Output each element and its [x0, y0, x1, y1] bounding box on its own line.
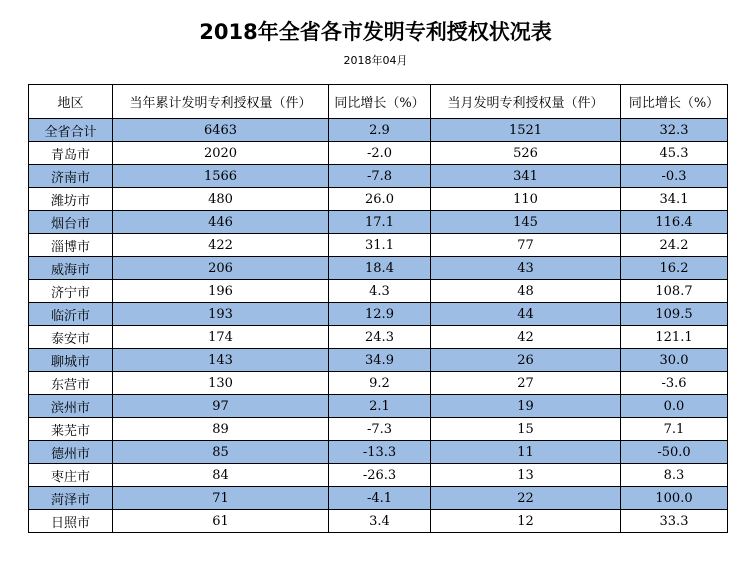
table-row — [29, 119, 728, 142]
cell-ytd-grants: 71 — [113, 487, 329, 510]
cell-region: 聊城市 — [29, 349, 113, 372]
cell-month-grants: 26 — [431, 349, 621, 372]
cell-month-grants: 12 — [431, 510, 621, 533]
cell-ytd-growth: -7.8 — [329, 165, 431, 188]
cell-ytd-growth: 26.0 — [329, 188, 431, 211]
cell-month-growth: 34.1 — [621, 188, 728, 211]
header-row — [29, 85, 728, 119]
cell-month-grants: 110 — [431, 188, 621, 211]
cell-ytd-growth: 24.3 — [329, 326, 431, 349]
page-title: 2018年全省各市发明专利授权状况表 — [199, 20, 552, 44]
cell-month-growth: 30.0 — [621, 349, 728, 372]
cell-ytd-grants: 84 — [113, 464, 329, 487]
table-row — [29, 372, 728, 395]
cell-month-growth: 116.4 — [621, 211, 728, 234]
cell-ytd-grants: 61 — [113, 510, 329, 533]
table-row — [29, 211, 728, 234]
cell-ytd-grants: 89 — [113, 418, 329, 441]
cell-region: 德州市 — [29, 441, 113, 464]
cell-month-grants: 341 — [431, 165, 621, 188]
cell-region: 莱芜市 — [29, 418, 113, 441]
cell-ytd-grants: 206 — [113, 257, 329, 280]
cell-month-grants: 42 — [431, 326, 621, 349]
cell-month-growth: 16.2 — [621, 257, 728, 280]
cell-ytd-grants: 446 — [113, 211, 329, 234]
cell-region: 泰安市 — [29, 326, 113, 349]
cell-month-grants: 13 — [431, 464, 621, 487]
column-header: 同比增长（%） — [329, 85, 431, 119]
cell-ytd-grants: 130 — [113, 372, 329, 395]
table-row — [29, 165, 728, 188]
table-row — [29, 303, 728, 326]
table-row — [29, 280, 728, 303]
cell-month-growth: 24.2 — [621, 234, 728, 257]
cell-ytd-grants: 2020 — [113, 142, 329, 165]
cell-ytd-growth: 17.1 — [329, 211, 431, 234]
cell-ytd-grants: 143 — [113, 349, 329, 372]
cell-ytd-growth: 18.4 — [329, 257, 431, 280]
table-row — [29, 510, 728, 533]
cell-month-grants: 22 — [431, 487, 621, 510]
column-header: 地区 — [29, 85, 113, 119]
cell-region: 全省合计 — [29, 119, 113, 142]
cell-month-grants: 526 — [431, 142, 621, 165]
cell-ytd-growth: 4.3 — [329, 280, 431, 303]
cell-ytd-grants: 196 — [113, 280, 329, 303]
table-row — [29, 188, 728, 211]
table-row — [29, 418, 728, 441]
cell-region: 菏泽市 — [29, 487, 113, 510]
cell-month-grants: 27 — [431, 372, 621, 395]
cell-ytd-growth: -2.0 — [329, 142, 431, 165]
cell-ytd-grants: 1566 — [113, 165, 329, 188]
table-row — [29, 326, 728, 349]
cell-month-grants: 44 — [431, 303, 621, 326]
cell-month-growth: -50.0 — [621, 441, 728, 464]
cell-month-grants: 48 — [431, 280, 621, 303]
cell-ytd-growth: 34.9 — [329, 349, 431, 372]
cell-month-growth: 0.0 — [621, 395, 728, 418]
table-body — [29, 119, 728, 533]
cell-region: 滨州市 — [29, 395, 113, 418]
table-row — [29, 349, 728, 372]
table-row — [29, 257, 728, 280]
table-row — [29, 395, 728, 418]
cell-ytd-growth: 9.2 — [329, 372, 431, 395]
cell-ytd-growth: 2.9 — [329, 119, 431, 142]
patent-table — [28, 84, 728, 533]
cell-ytd-grants: 97 — [113, 395, 329, 418]
cell-month-grants: 77 — [431, 234, 621, 257]
page-subtitle: 2018年04月 — [343, 54, 408, 67]
cell-month-growth: -0.3 — [621, 165, 728, 188]
cell-region: 临沂市 — [29, 303, 113, 326]
cell-ytd-grants: 480 — [113, 188, 329, 211]
cell-month-growth: 8.3 — [621, 464, 728, 487]
cell-month-growth: 7.1 — [621, 418, 728, 441]
table-row — [29, 234, 728, 257]
table-row — [29, 441, 728, 464]
table-row — [29, 464, 728, 487]
cell-ytd-growth: 12.9 — [329, 303, 431, 326]
table-row — [29, 487, 728, 510]
cell-month-growth: 32.3 — [621, 119, 728, 142]
cell-month-growth: 109.5 — [621, 303, 728, 326]
cell-ytd-growth: -26.3 — [329, 464, 431, 487]
cell-region: 淄博市 — [29, 234, 113, 257]
cell-month-growth: 33.3 — [621, 510, 728, 533]
column-header: 当月发明专利授权量（件） — [431, 85, 621, 119]
column-header: 当年累计发明专利授权量（件） — [113, 85, 329, 119]
cell-ytd-grants: 6463 — [113, 119, 329, 142]
cell-month-grants: 15 — [431, 418, 621, 441]
cell-ytd-grants: 193 — [113, 303, 329, 326]
cell-ytd-growth: -13.3 — [329, 441, 431, 464]
cell-region: 东营市 — [29, 372, 113, 395]
cell-month-grants: 43 — [431, 257, 621, 280]
cell-ytd-grants: 174 — [113, 326, 329, 349]
cell-month-growth: 121.1 — [621, 326, 728, 349]
cell-ytd-growth: 31.1 — [329, 234, 431, 257]
cell-region: 日照市 — [29, 510, 113, 533]
cell-month-grants: 19 — [431, 395, 621, 418]
cell-month-growth: 45.3 — [621, 142, 728, 165]
cell-ytd-growth: 2.1 — [329, 395, 431, 418]
cell-month-growth: 100.0 — [621, 487, 728, 510]
table-row — [29, 142, 728, 165]
cell-month-growth: -3.6 — [621, 372, 728, 395]
cell-month-grants: 1521 — [431, 119, 621, 142]
cell-month-grants: 145 — [431, 211, 621, 234]
cell-ytd-growth: -4.1 — [329, 487, 431, 510]
cell-ytd-grants: 422 — [113, 234, 329, 257]
cell-ytd-grants: 85 — [113, 441, 329, 464]
cell-month-growth: 108.7 — [621, 280, 728, 303]
cell-region: 济南市 — [29, 165, 113, 188]
cell-region: 烟台市 — [29, 211, 113, 234]
cell-ytd-growth: 3.4 — [329, 510, 431, 533]
cell-month-grants: 11 — [431, 441, 621, 464]
cell-region: 济宁市 — [29, 280, 113, 303]
cell-region: 潍坊市 — [29, 188, 113, 211]
cell-ytd-growth: -7.3 — [329, 418, 431, 441]
cell-region: 枣庄市 — [29, 464, 113, 487]
cell-region: 威海市 — [29, 257, 113, 280]
column-header: 同比增长（%） — [621, 85, 728, 119]
cell-region: 青岛市 — [29, 142, 113, 165]
